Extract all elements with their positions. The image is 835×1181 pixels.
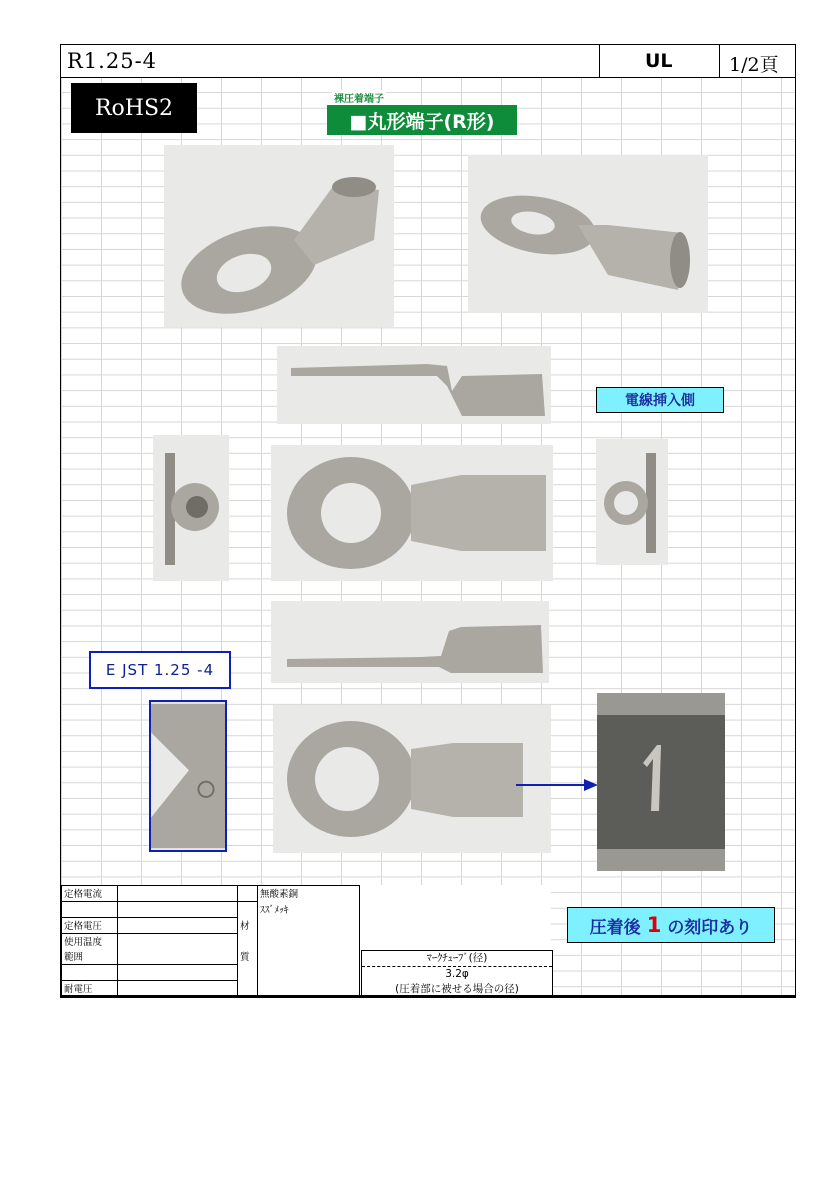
temp-label-2: 範囲 xyxy=(62,949,118,965)
terminal-perspective-icon xyxy=(164,145,394,327)
terminal-side-icon xyxy=(271,601,549,683)
withstand-voltage-label: 耐電圧 xyxy=(62,981,118,997)
page-number: 1/2頁 xyxy=(729,54,779,76)
photo-side-top xyxy=(277,346,551,424)
bottom-rule xyxy=(61,995,795,997)
standard-label: UL xyxy=(645,50,673,72)
rated-current-label: 定格電流 xyxy=(62,886,118,902)
stamp-one-icon xyxy=(597,693,725,871)
rohs-badge: RoHS2 xyxy=(71,83,197,133)
wire-insertion-label: 電線挿入側 xyxy=(596,387,724,413)
arrow-right-icon xyxy=(516,778,598,792)
material-label-2: 質 xyxy=(238,949,258,965)
photo-top-marking xyxy=(273,705,551,853)
header-divider xyxy=(719,45,720,77)
rated-voltage-label: 定格電圧 xyxy=(62,918,118,934)
stamp-note-number: 1 xyxy=(646,913,662,937)
terminal-side-icon xyxy=(277,346,551,424)
temp-label-1: 使用温度 xyxy=(62,934,118,950)
stamp-note xyxy=(567,907,775,943)
ring-terminal-icon xyxy=(271,445,553,581)
ring-terminal-icon xyxy=(273,705,551,853)
marking-code: E JST 1.25 -4 xyxy=(89,651,231,689)
photo-end-right xyxy=(596,439,668,565)
marker-tube-box xyxy=(361,950,553,998)
title-bar xyxy=(61,45,795,78)
photo-top-view xyxy=(271,445,553,581)
photo-side-bottom xyxy=(271,601,549,683)
marker-tube-value: 3.2φ xyxy=(445,968,469,980)
material-value: 無酸素銅 xyxy=(258,886,360,902)
stamp-note-suffix: の刻印あり xyxy=(667,917,753,938)
photo-perspective-left xyxy=(164,145,394,327)
terminal-end-icon xyxy=(596,439,668,565)
marker-tube-label: ﾏｰｸﾁｭｰﾌﾞ(径) xyxy=(362,951,552,967)
product-title: ■丸形端子(R形) xyxy=(327,105,517,135)
part-number: R1.25-4 xyxy=(67,49,158,73)
material-label-1: 材 xyxy=(238,918,258,934)
terminal-end-icon xyxy=(153,435,229,581)
marker-tube-note: (圧着部に被せる場合の径) xyxy=(395,983,519,995)
stamp-note-prefix: 圧着後 xyxy=(589,917,641,938)
photo-perspective-right xyxy=(468,155,708,313)
photo-marking-closeup xyxy=(149,700,227,852)
plating-value: ｽｽﾞﾒｯｷ xyxy=(258,902,360,918)
terminal-perspective-icon xyxy=(468,155,708,313)
header-divider xyxy=(599,45,600,77)
pointer-arrow xyxy=(516,777,598,791)
spec-sheet xyxy=(60,44,796,998)
marking-closeup-icon xyxy=(151,702,225,850)
photo-end-left xyxy=(153,435,229,581)
product-category: 裸圧着端子 xyxy=(332,90,386,105)
photo-stamp-closeup xyxy=(597,693,725,871)
